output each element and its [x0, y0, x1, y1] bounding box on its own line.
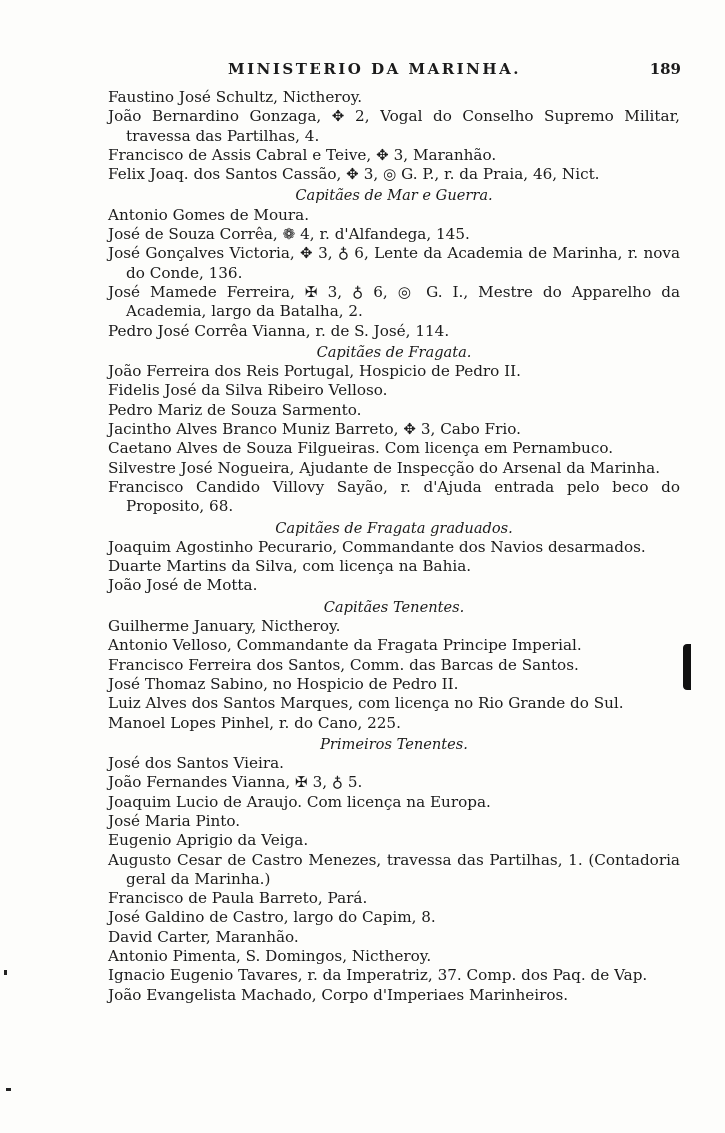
list-entry: Faustino José Schultz, Nictheroy. [108, 88, 363, 106]
list-entry: Augusto Cesar de Castro Menezes, travessa das Partilhas, 1. (Contadoria geral da Marinha.) [108, 850, 680, 888]
officer-list [108, 86, 680, 1005]
list-entry: Felix Joaq. dos Santos Cassão, ✥ 3, ◎ G. P., r. da Praia, 46, Nict. [108, 165, 600, 184]
page-header [108, 60, 681, 86]
list-entry: José Maria Pinto. [108, 811, 241, 830]
list-entry: José Gonçalves Victoria, ✥ 3, ♁ 6, Lente da Academia de Marinha, r. nova do Conde, 136. [108, 244, 680, 282]
list-entry: Francisco de Assis Cabral e Teive, ✥ 3, Maranhão. [108, 145, 497, 164]
section-heading: Primeiros Tenentes. [320, 735, 468, 753]
list-entry: José Galdino de Castro, largo do Capim, 8. [108, 908, 436, 927]
running-head: MINISTERIO DA MARINHA. [228, 60, 521, 78]
section-capitaes-tenentes [108, 598, 680, 733]
list-entry: José Thomaz Sabino, no Hospicio de Pedro II. [108, 674, 459, 693]
list-entry: Francisco Candido Villovy Sayão, r. d'Ajuda entrada pelo beco do Proposito, 68. [108, 477, 680, 516]
list-entry: Silvestre José Nogueira, Ajudante de Inspecção do Arsenal da Marinha. [108, 458, 661, 477]
list-entry: Luiz Alves dos Santos Marques, com licença no Rio Grande do Sul. [108, 694, 624, 713]
list-entry: João José de Motta. [108, 576, 258, 595]
list-entry: Jacintho Alves Branco Muniz Barreto, ✥ 3, Cabo Frio. [108, 420, 521, 439]
list-entry: David Carter, Maranhão. [108, 927, 299, 946]
list-entry: Francisco Ferreira dos Santos, Comm. das Barcas de Santos. [108, 655, 579, 674]
list-entry: João Bernardino Gonzaga, ✥ 2, Vogal do Conselho Supremo Militar, travessa das Partilhas, 4. [108, 107, 680, 145]
list-entry: Francisco de Paula Barreto, Pará. [108, 889, 368, 908]
list-entry: João Evangelista Machado, Corpo d'Imperiaes Marinheiros. [108, 985, 569, 1004]
section-heading: Capitães de Fragata. [316, 343, 472, 361]
section-capitaes-mar-guerra [108, 186, 680, 340]
list-entry: João Ferreira dos Reis Portugal, Hospicio de Pedro II. [108, 362, 521, 381]
list-entry: Caetano Alves de Souza Filgueiras. Com licença em Pernambuco. [108, 439, 614, 458]
ink-speck [4, 970, 7, 975]
list-entry: Antonio Pimenta, S. Domingos, Nictheroy. [108, 947, 432, 966]
ink-speck [6, 1088, 11, 1091]
section-capitaes-fragata-graduados [108, 519, 680, 596]
list-entry: Joaquim Lucio de Araujo. Com licença na Europa. [108, 792, 491, 811]
list-entry: Guilherme January, Nictheroy. [108, 617, 341, 636]
margin-ink-mark [683, 644, 691, 690]
list-entry: José Mamede Ferreira, ✠ 3, ♁ 6, ◎ G. I., Mestre do Apparelho da Academia, largo da Batalha, 2. [108, 282, 680, 321]
list-entry: Fidelis José da Silva Ribeiro Velloso. [108, 381, 388, 400]
list-entry: Manoel Lopes Pinhel, r. do Cano, 225. [108, 713, 401, 732]
list-entry: Antonio Velloso, Commandante da Fragata Principe Imperial. [108, 636, 582, 655]
list-entry: Eugenio Aprigio da Veiga. [108, 831, 309, 850]
list-entry: Pedro José Corrêa Vianna, r. de S. José, 114. [108, 321, 450, 340]
section-capitaes-fragata [108, 343, 680, 517]
section-heading: Capitães de Fragata graduados. [275, 519, 513, 537]
section-heading: Capitães Tenentes. [323, 598, 465, 616]
list-entry: João Fernandes Vianna, ✠ 3, ♁ 5. [108, 773, 363, 792]
page-number: 189 [649, 60, 681, 78]
list-entry: José de Souza Corrêa, ❁ 4, r. d'Alfandega, 145. [108, 225, 470, 244]
list-entry: Joaquim Agostinho Pecurario, Commandante dos Navios desarmados. [108, 537, 646, 556]
section-primeiros-tenentes [108, 735, 680, 1005]
section-unheaded [108, 88, 680, 184]
list-entry: Pedro Mariz de Souza Sarmento. [108, 400, 362, 419]
section-heading: Capitães de Mar e Guerra. [295, 187, 493, 205]
list-entry: Duarte Martins da Silva, com licença na Bahia. [108, 557, 472, 576]
list-entry: José dos Santos Vieira. [108, 754, 284, 773]
list-entry: Antonio Gomes de Moura. [108, 205, 310, 224]
list-entry: Ignacio Eugenio Tavares, r. da Imperatriz, 37. Comp. dos Paq. de Vap. [108, 966, 648, 985]
